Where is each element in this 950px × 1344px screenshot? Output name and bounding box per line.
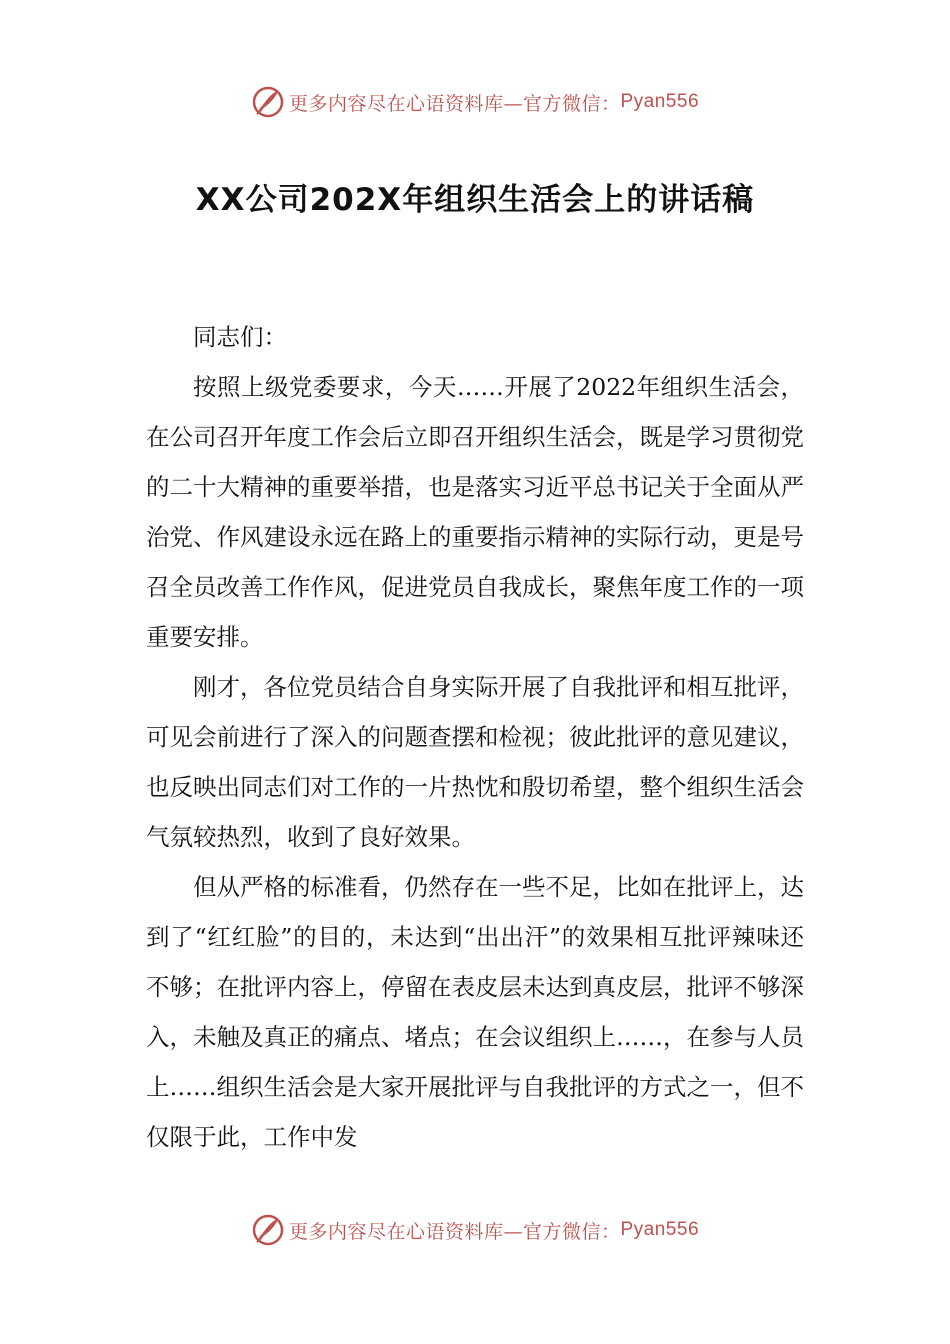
quill-logo-icon bbox=[251, 1213, 285, 1247]
footer-banner bbox=[0, 1210, 950, 1250]
banner-wechat-handle: Pyan556 bbox=[620, 1219, 700, 1240]
banner-text: 更多内容尽在心语资料库—官方微信： bbox=[288, 1220, 621, 1243]
document-body bbox=[146, 312, 804, 1162]
header-banner bbox=[0, 82, 950, 122]
paragraph: 但从严格的标准看，仍然存在一些不足，比如在批评上，达到了“红红脸”的目的，未达到“出出汗”的效果相互批评辣味还不够；在批评内容上，停留在表皮层未达到真皮层，批评不够深入，未触及真正的痛点、堵点；在会议组织上……，在参与人员上……组织生活会是大家开展批评与自我批评的方式之一，但不仅限于此，工作中发 bbox=[146, 873, 804, 1151]
quill-logo-icon bbox=[251, 85, 285, 119]
banner-text: 更多内容尽在心语资料库—官方微信： bbox=[288, 92, 621, 115]
paragraph: 刚才，各位党员结合自身实际开展了自我批评和相互批评，可见会前进行了深入的问题查摆和检视；彼此批评的意见建议，也反映出同志们对工作的一片热忱和殷切希望，整个组织生活会气氛较热烈，收到了良好效果。 bbox=[146, 673, 804, 851]
paragraph: 按照上级党委要求，今天……开展了2022年组织生活会，在公司召开年度工作会后立即召开组织生活会，既是学习贯彻党的二十大精神的重要举措，也是落实习近平总书记关于全面从严治党、作风建设永远在路上的重要指示精神的实际行动，更是号召全员改善工作作风，促进党员自我成长，聚焦年度工作的一项重要安排。 bbox=[146, 373, 804, 651]
document-title: XX公司202X年组织生活会上的讲话稿 bbox=[195, 182, 755, 218]
salutation: 同志们： bbox=[193, 323, 287, 351]
banner-wechat-handle: Pyan556 bbox=[620, 91, 700, 112]
